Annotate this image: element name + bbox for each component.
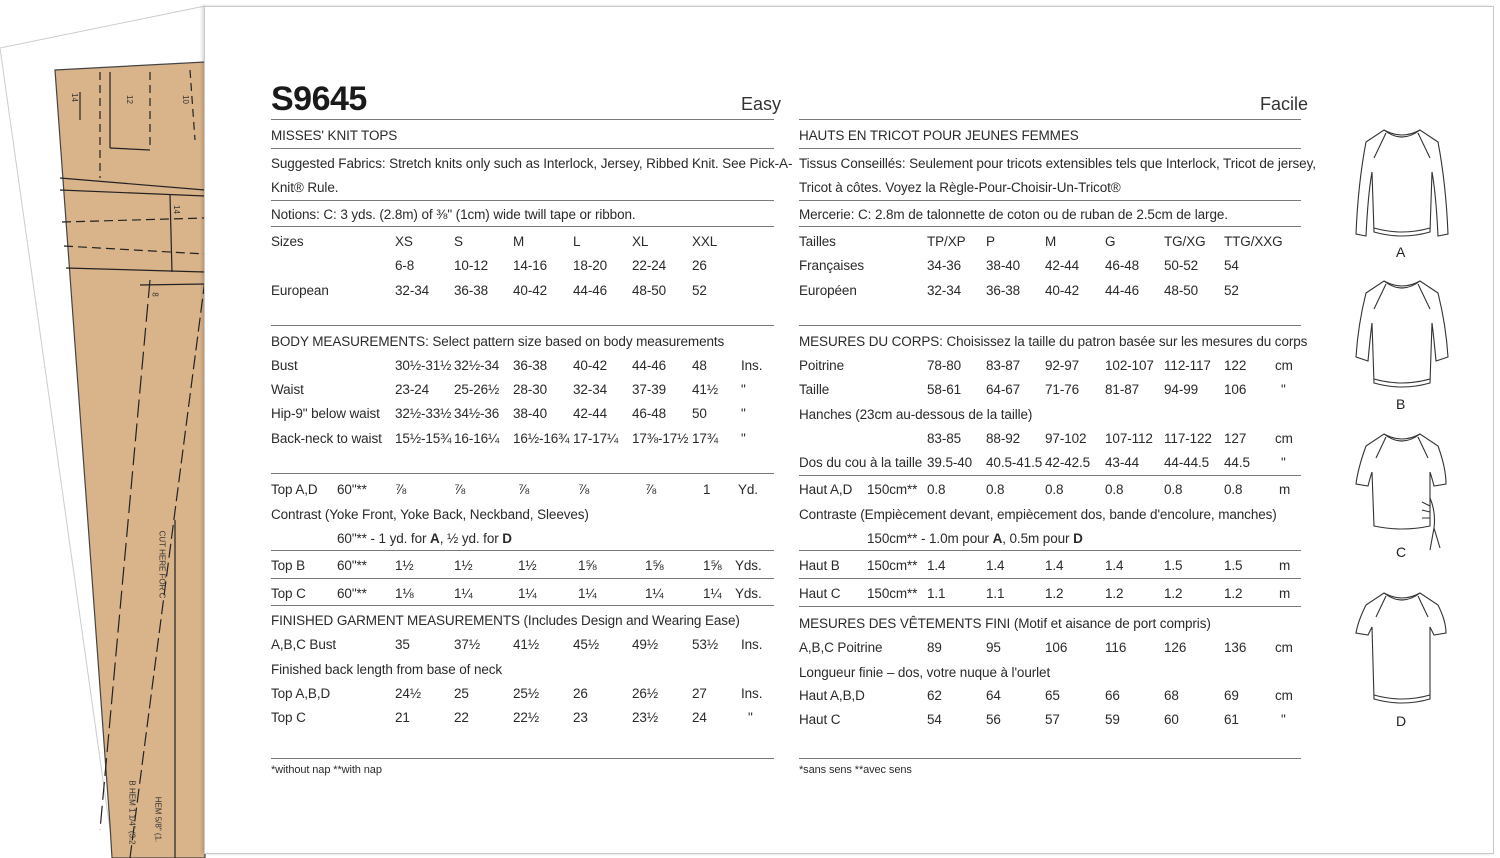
french-dos-label: Dos du cou à la taille	[799, 455, 923, 470]
french-haut-b-value: 1.4	[927, 558, 946, 573]
english-length-c-value: 22½	[513, 710, 539, 725]
english-top-c-value: 1¼	[703, 586, 722, 601]
french-poitrine-value: 78-80	[927, 358, 962, 373]
french-haut-c-label: Haut C	[799, 586, 841, 601]
french-length-c-value: 61	[1224, 712, 1239, 727]
english-top-ad-value: ⅞	[454, 482, 466, 497]
english-body-row-value: 50	[692, 406, 707, 421]
french-notions: Mercerie: C: 2.8m de talonnette de coton ou de ruban de 2.5cm de large.	[799, 207, 1228, 222]
french-dos-value: 40.5-41.5	[986, 455, 1043, 470]
french-poitrine-value: 83-87	[986, 358, 1021, 373]
english-body-row-value: 17⅜-17½	[632, 431, 689, 446]
french-length-c-label: Haut C	[799, 712, 841, 727]
english-finished-bust-value: 49½	[632, 637, 658, 652]
french-taille-value: 81-87	[1105, 382, 1140, 397]
french-size-header: TTG/XXG	[1224, 234, 1283, 249]
french-haut-b-value: 1.5	[1224, 558, 1243, 573]
english-top-ad-label: Top A,D	[271, 482, 318, 497]
english-body-row-value: 32-34	[573, 382, 608, 397]
french-francaises-size: 46-48	[1105, 258, 1140, 273]
french-haut-b-width: 150cm**	[867, 558, 918, 573]
french-length-abd-value: 65	[1045, 688, 1060, 703]
french-europeen-size: 52	[1224, 283, 1239, 298]
english-body-row-label: Hip-9" below waist	[271, 406, 380, 421]
french-fabrics: Tissus Conseillés: Seulement pour tricots extensibles tels que Interlock, Tricot de jersey,	[799, 156, 1316, 171]
english-top-b-unit: Yds.	[735, 558, 762, 573]
english-finished-bust-label: A,B,C Bust	[271, 637, 337, 652]
french-hanches-value: 83-85	[927, 431, 962, 446]
english-size-number: 10-12	[454, 258, 489, 273]
french-haut-ad-value: 0.8	[1105, 482, 1124, 497]
french-finished-poitrine-value: 136	[1224, 640, 1247, 655]
english-body-row-value: 40-42	[573, 358, 608, 373]
english-size-number: 14-16	[513, 258, 548, 273]
french-length-c-value: 56	[986, 712, 1001, 727]
french-length-abd-unit: cm	[1275, 688, 1293, 703]
english-body-row-value: 36-38	[513, 358, 548, 373]
french-francaises-size: 42-44	[1045, 258, 1080, 273]
english-body-row-value: 32½-34	[454, 358, 500, 373]
french-haut-ad-unit: m	[1279, 482, 1291, 497]
pattern-label-10: 10	[180, 95, 190, 104]
english-top-ad-value: ⅞	[518, 482, 530, 497]
english-top-b-value: 1½	[395, 558, 414, 573]
pattern-label-hem: HEM 5/8" (1.	[153, 796, 163, 843]
english-finished-bust-value: 41½	[513, 637, 539, 652]
french-length-c-value: 60	[1164, 712, 1179, 727]
french-longueur-heading: Longueur finie – dos, votre nuque à l'ourlet	[799, 665, 1051, 680]
french-poitrine-value: 92-97	[1045, 358, 1080, 373]
english-top-ad-value: ⅞	[395, 482, 407, 497]
french-size-header: TG/XG	[1164, 234, 1206, 249]
view-d-sketch	[1350, 587, 1454, 711]
french-dos-value: 44.5	[1224, 455, 1250, 470]
pattern-tissue-background	[0, 0, 210, 858]
english-european-size: 36-38	[454, 283, 489, 298]
english-length-abd-value: 26½	[632, 686, 658, 701]
english-top-ad-value: ⅞	[578, 482, 590, 497]
french-length-abd-label: Haut A,B,D	[799, 688, 865, 703]
english-length-abd-value: 26	[573, 686, 588, 701]
english-body-row-value: 16½-16¾	[513, 431, 570, 446]
english-size-header: XS	[395, 234, 413, 249]
english-size-header: L	[573, 234, 581, 249]
french-finished-poitrine-value: 89	[927, 640, 942, 655]
english-top-c-value: 1¼	[454, 586, 473, 601]
pattern-number: S9645	[271, 80, 367, 118]
french-finished-poitrine-value: 106	[1045, 640, 1068, 655]
french-haut-c-value: 1.1	[986, 586, 1005, 601]
english-body-row-value: 37-39	[632, 382, 667, 397]
english-notions: Notions: C: 3 yds. (2.8m) of ⅜" (1cm) wide twill tape or ribbon.	[271, 207, 636, 222]
english-top-b-value: 1⅝	[645, 558, 664, 573]
french-poitrine-unit: cm	[1275, 358, 1293, 373]
french-haut-c-value: 1.2	[1164, 586, 1183, 601]
french-europeen-size: 44-46	[1105, 283, 1140, 298]
french-dos-value: 44-44.5	[1164, 455, 1210, 470]
english-fabrics: Suggested Fabrics: Stretch knits only such as Interlock, Jersey, Ribbed Knit. See Pick-A-	[271, 156, 793, 171]
difficulty-level-french: Facile	[1260, 94, 1309, 114]
english-body-row-value: 28-30	[513, 382, 548, 397]
english-body-row-value: 15½-15¾	[395, 431, 452, 446]
french-haut-ad-value: 0.8	[1045, 482, 1064, 497]
french-size-header: M	[1045, 234, 1057, 249]
english-finished-heading: FINISHED GARMENT MEASUREMENTS (Includes Design and Wearing Ease)	[271, 613, 740, 628]
french-francaises-size: 34-36	[927, 258, 962, 273]
french-footnote: *sans sens **avec sens	[799, 764, 912, 776]
english-top-b-value: 1½	[518, 558, 537, 573]
french-length-c-value: 57	[1045, 712, 1060, 727]
english-length-abd-value: 24½	[395, 686, 421, 701]
french-dos-value: 39.5-40	[927, 455, 973, 470]
french-francaises-size: 50-52	[1164, 258, 1199, 273]
french-haut-ad-width: 150cm**	[867, 482, 918, 497]
english-body-row-label: Back-neck to waist	[271, 431, 382, 446]
english-size-number: 26	[692, 258, 707, 273]
english-top-c-value: 1¼	[578, 586, 597, 601]
french-size-header: TP/XP	[927, 234, 966, 249]
french-finished-poitrine-unit: cm	[1275, 640, 1293, 655]
french-europeen-size: 40-42	[1045, 283, 1080, 298]
english-european-size: 48-50	[632, 283, 667, 298]
english-body-row-value: 25-26½	[454, 382, 500, 397]
french-francaises-label: Françaises	[799, 258, 865, 273]
english-body-row-value: 17-17¼	[573, 431, 619, 446]
french-finished-poitrine-value: 126	[1164, 640, 1187, 655]
pattern-label-b-hem: B HEM 1 1/4" (3.2	[127, 780, 137, 845]
english-size-number: 6-8	[395, 258, 415, 273]
english-top-ad-unit: Yd.	[738, 482, 758, 497]
english-top-b-value: 1⅝	[578, 558, 597, 573]
french-europeen-label: Européen	[799, 283, 857, 298]
english-top-c-value: 1¼	[645, 586, 664, 601]
english-finished-bust-value: 45½	[573, 637, 599, 652]
french-hanches-value: 127	[1224, 431, 1247, 446]
pattern-label-12: 12	[124, 95, 134, 104]
french-length-abd-value: 68	[1164, 688, 1179, 703]
french-dos-unit: "	[1281, 455, 1286, 470]
french-taille-value: 106	[1224, 382, 1247, 397]
french-hanches-label: Hanches (23cm au-dessous de la taille)	[799, 407, 1033, 422]
english-length-abd-unit: Ins.	[741, 686, 763, 701]
english-body-row-value: 48	[692, 358, 707, 373]
pattern-label-cut-here: CUT HERE FOR C	[157, 530, 167, 599]
french-haut-b-value: 1.4	[1105, 558, 1124, 573]
english-top-c-unit: Yds.	[735, 586, 762, 601]
english-length-c-value: 23½	[632, 710, 658, 725]
french-hanches-value: 117-122	[1164, 431, 1212, 446]
french-finished-heading: MESURES DES VÊTEMENTS FINI (Motif et aisance de port compris)	[799, 616, 1211, 631]
english-length-c-label: Top C	[271, 710, 306, 725]
french-taille-value: 64-67	[986, 382, 1021, 397]
english-top-c-value: 1⅛	[395, 586, 414, 601]
french-finished-poitrine-value: 95	[986, 640, 1001, 655]
french-taille-value: 58-61	[927, 382, 962, 397]
english-body-row-value: 38-40	[513, 406, 548, 421]
english-finished-bust-value: 35	[395, 637, 410, 652]
french-haut-c-value: 1.1	[927, 586, 946, 601]
french-length-abd-value: 64	[986, 688, 1001, 703]
french-haut-c-value: 1.2	[1045, 586, 1064, 601]
french-length-c-value: 54	[927, 712, 942, 727]
english-body-row-unit: "	[741, 431, 746, 446]
french-francaises-size: 54	[1224, 258, 1239, 273]
english-top-c-value: 1¼	[518, 586, 537, 601]
english-length-c-unit: "	[748, 710, 753, 725]
french-contrast-heading: Contraste (Empiècement devant, empiècement dos, bande d'encolure, manches)	[799, 507, 1277, 522]
french-hanches-value: 107-112	[1105, 431, 1153, 446]
french-size-header: G	[1105, 234, 1116, 249]
english-length-abd-value: 25	[454, 686, 469, 701]
english-length-c-value: 23	[573, 710, 588, 725]
french-haut-b-label: Haut B	[799, 558, 840, 573]
french-poitrine-value: 102-107	[1105, 358, 1154, 373]
french-francaises-size: 38-40	[986, 258, 1021, 273]
french-size-header: P	[986, 234, 995, 249]
english-body-row-value: 17¾	[692, 431, 718, 446]
english-fabrics-line2: Knit® Rule.	[271, 180, 339, 195]
french-haut-ad-label: Haut A,D	[799, 482, 853, 497]
french-length-c-value: 59	[1105, 712, 1120, 727]
french-haut-b-value: 1.4	[1045, 558, 1064, 573]
english-body-row-unit: "	[741, 406, 746, 421]
english-body-row-value: 42-44	[573, 406, 608, 421]
english-body-row-label: Waist	[271, 382, 304, 397]
english-size-header: S	[454, 234, 463, 249]
english-body-heading: BODY MEASUREMENTS: Select pattern size based on body measurements	[271, 334, 725, 349]
english-finished-bust-value: 37½	[454, 637, 480, 652]
english-length-c-value: 24	[692, 710, 707, 725]
english-length-c-value: 22	[454, 710, 469, 725]
view-c-sketch	[1350, 428, 1454, 552]
view-b-label: B	[1396, 396, 1406, 412]
french-hanches-value: 88-92	[986, 431, 1021, 446]
english-top-b-value: 1⅝	[703, 558, 722, 573]
pattern-label-8: 8	[150, 292, 160, 297]
view-b-sketch	[1350, 275, 1454, 397]
french-title: HAUTS EN TRICOT POUR JEUNES FEMMES	[799, 128, 1079, 143]
french-finished-poitrine-label: A,B,C Poitrine	[799, 640, 883, 655]
english-body-row-value: 30½-31½	[395, 358, 452, 373]
english-body-row-value: 44-46	[632, 358, 667, 373]
french-poitrine-label: Poitrine	[799, 358, 844, 373]
view-c-label: C	[1396, 544, 1407, 560]
english-body-row-value: 41½	[692, 382, 718, 397]
french-haut-b-value: 1.4	[986, 558, 1005, 573]
french-taille-value: 94-99	[1164, 382, 1199, 397]
english-size-number: 22-24	[632, 258, 667, 273]
english-european-label: European	[271, 283, 329, 298]
french-body-heading: MESURES DU CORPS: Choisissez la taille du patron basée sur les mesures du corps	[799, 334, 1308, 349]
french-haut-b-unit: m	[1279, 558, 1291, 573]
french-hanches-value: 97-102	[1045, 431, 1087, 446]
english-size-header: XXL	[692, 234, 718, 249]
english-sizes-label: Sizes	[271, 234, 304, 249]
pattern-label-14b: 14	[171, 205, 181, 214]
french-finished-poitrine-value: 116	[1105, 640, 1127, 655]
french-dos-value: 42-42.5	[1045, 455, 1091, 470]
english-body-row-value: 46-48	[632, 406, 667, 421]
english-european-size: 44-46	[573, 283, 608, 298]
french-haut-b-value: 1.5	[1164, 558, 1183, 573]
english-top-ad-value: ⅞	[645, 482, 657, 497]
english-length-c-value: 21	[395, 710, 410, 725]
pattern-label-14a: 14	[69, 93, 79, 102]
english-body-row-unit: Ins.	[741, 358, 763, 373]
french-fabrics-line2: Tricot à côtes. Voyez la Règle-Pour-Choisir-Un-Tricot®	[799, 180, 1121, 195]
english-top-ad-width: 60"**	[337, 482, 367, 497]
french-poitrine-value: 112-117	[1164, 358, 1211, 373]
french-poitrine-value: 122	[1224, 358, 1247, 373]
english-length-abd-value: 25½	[513, 686, 539, 701]
french-haut-c-value: 1.2	[1224, 586, 1243, 601]
english-title: MISSES' KNIT TOPS	[271, 128, 398, 143]
english-body-row-value: 34½-36	[454, 406, 500, 421]
english-size-number: 18-20	[573, 258, 608, 273]
french-length-abd-value: 66	[1105, 688, 1120, 703]
french-length-abd-value: 69	[1224, 688, 1239, 703]
french-taille-value: 71-76	[1045, 382, 1080, 397]
english-back-length-heading: Finished back length from base of neck	[271, 662, 503, 677]
french-length-c-unit: "	[1281, 712, 1286, 727]
english-contrast-text: 60"** - 1 yd. for A, ½ yd. for D	[337, 531, 512, 546]
english-top-b-label: Top B	[271, 558, 306, 573]
english-body-row-value: 16-16¼	[454, 431, 500, 446]
english-finished-bust-unit: Ins.	[741, 637, 763, 652]
french-haut-c-value: 1.2	[1105, 586, 1124, 601]
english-size-header: XL	[632, 234, 649, 249]
french-taille-unit: "	[1281, 382, 1286, 397]
english-body-row-value: 23-24	[395, 382, 430, 397]
french-europeen-size: 36-38	[986, 283, 1021, 298]
french-europeen-size: 48-50	[1164, 283, 1199, 298]
english-body-row-value: 32½-33½	[395, 406, 452, 421]
english-length-abd-label: Top A,B,D	[271, 686, 331, 701]
french-haut-ad-value: 0.8	[1224, 482, 1243, 497]
view-a-label: A	[1396, 244, 1406, 260]
french-haut-ad-value: 0.8	[986, 482, 1005, 497]
english-length-abd-value: 27	[692, 686, 707, 701]
french-contrast-text: 150cm** - 1.0m pour A, 0.5m pour D	[867, 531, 1083, 546]
french-europeen-size: 32-34	[927, 283, 962, 298]
french-hanches-unit: cm	[1275, 431, 1293, 446]
english-top-c-width: 60"**	[337, 586, 367, 601]
english-top-ad-value: 1	[703, 482, 711, 497]
french-haut-ad-value: 0.8	[927, 482, 946, 497]
view-d-label: D	[1396, 713, 1407, 729]
view-a-sketch	[1350, 124, 1454, 246]
french-length-abd-value: 62	[927, 688, 942, 703]
english-finished-bust-value: 53½	[692, 637, 718, 652]
french-sizes-label: Tailles	[799, 234, 836, 249]
english-body-row-unit: "	[741, 382, 746, 397]
english-contrast-heading: Contrast (Yoke Front, Yoke Back, Neckband, Sleeves)	[271, 507, 589, 522]
french-haut-ad-value: 0.8	[1164, 482, 1183, 497]
french-haut-c-unit: m	[1279, 586, 1291, 601]
english-european-size: 40-42	[513, 283, 548, 298]
english-european-size: 32-34	[395, 283, 430, 298]
difficulty-level-english: Easy	[741, 94, 782, 114]
french-haut-c-width: 150cm**	[867, 586, 918, 601]
french-taille-label: Taille	[799, 382, 830, 397]
english-top-c-label: Top C	[271, 586, 306, 601]
english-top-b-value: 1½	[454, 558, 473, 573]
english-european-size: 52	[692, 283, 707, 298]
french-dos-value: 43-44	[1105, 455, 1140, 470]
english-footnote: *without nap **with nap	[271, 764, 382, 776]
english-top-b-width: 60"**	[337, 558, 367, 573]
english-size-header: M	[513, 234, 525, 249]
english-body-row-label: Bust	[271, 358, 298, 373]
